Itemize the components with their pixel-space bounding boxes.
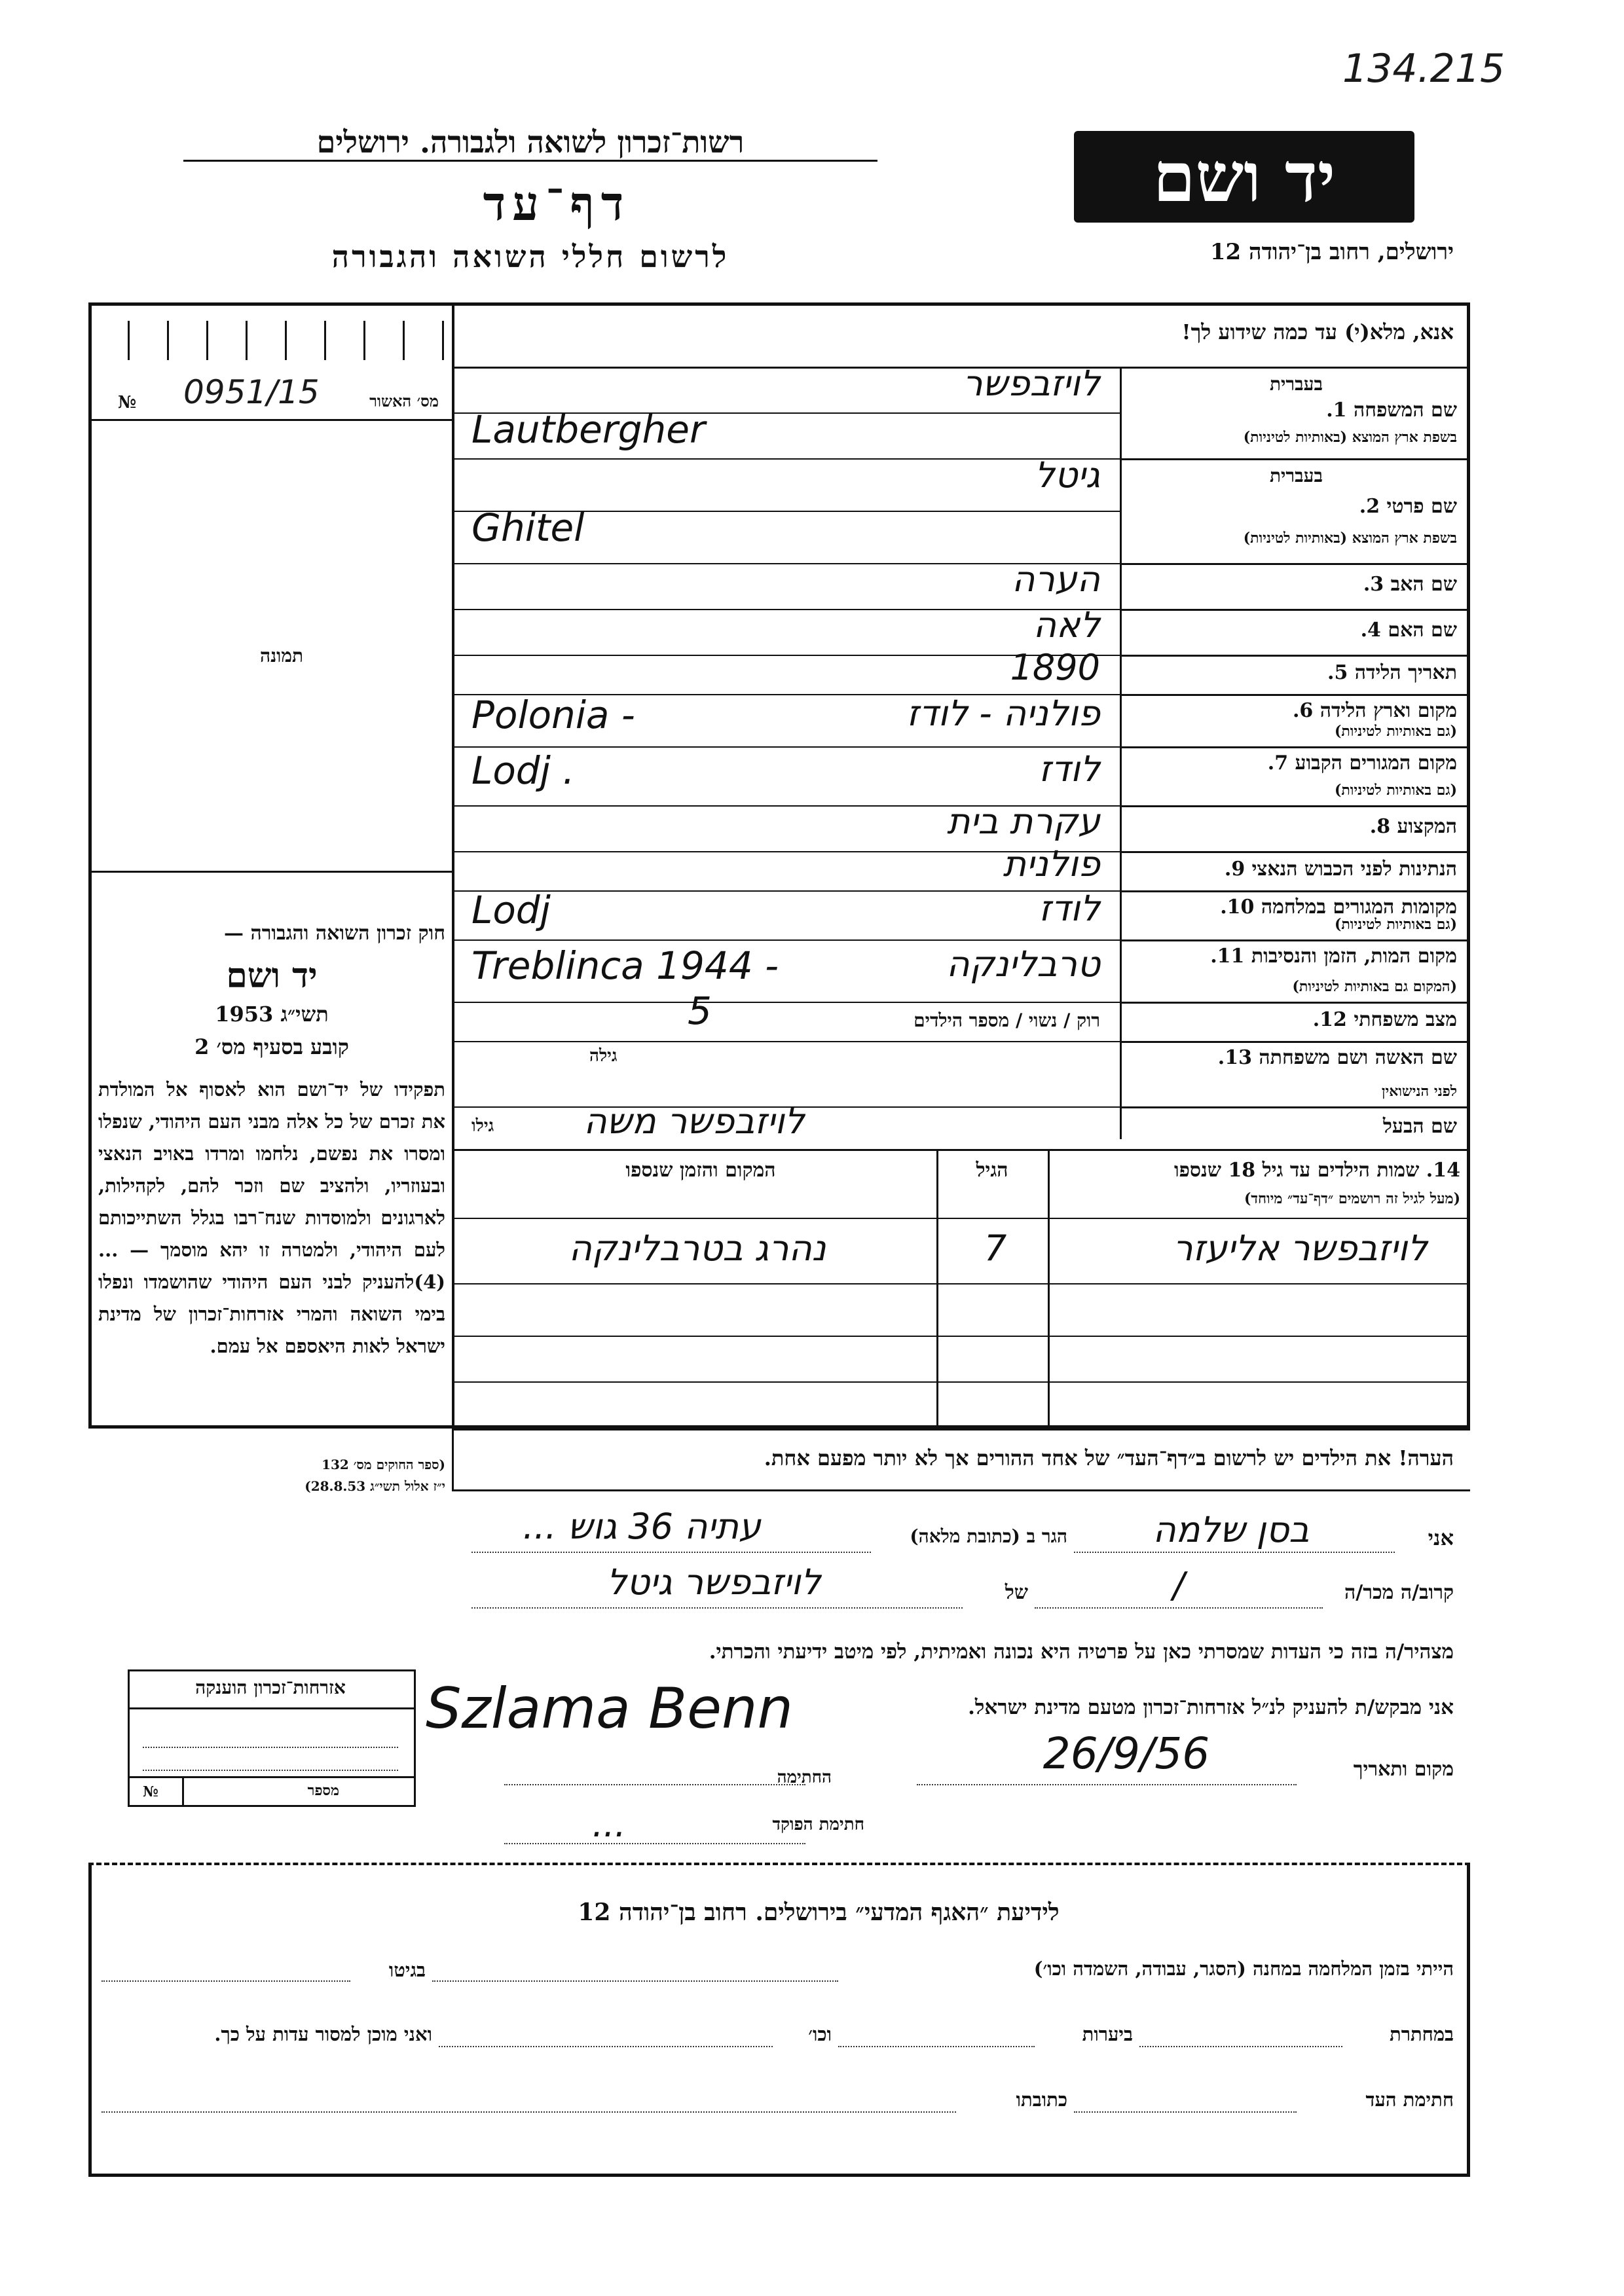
logo-text: יד ושם <box>1153 136 1336 217</box>
decl-place-date-line <box>917 1784 1297 1785</box>
field-row-rule <box>1120 939 1470 941</box>
field-value-hebrew: טרבלינקה <box>946 943 1100 985</box>
child-place-value: נהרג בטרבלינקה <box>568 1228 826 1269</box>
approval-number: 0951/15 <box>183 373 320 411</box>
field-value-hebrew: לודז <box>1039 748 1100 790</box>
bottom-line2c-dots <box>439 2046 773 2047</box>
field-label: מקום המגורים הקבוע 7. <box>1267 752 1457 774</box>
header-line1: רשות־זכרון לשואה ולגבורה. ירושלים <box>183 124 877 162</box>
field-label: שם המשפחה 1. <box>1326 399 1457 422</box>
decl-relative-label: קרוב/ה מכר/ה <box>1344 1581 1454 1604</box>
citizenship-line-2 <box>143 1770 398 1771</box>
bottom-line2b: ביערות <box>1082 2023 1133 2045</box>
bottom-line2b-dots <box>838 2046 1035 2047</box>
decl-request: אני מבקש/ת להעניק לנ״ל אזרחות־זכרון מטעם מדינת ישראל. <box>968 1696 1454 1719</box>
decl-signature-value: Szlama Benn <box>426 1676 794 1741</box>
children-top-rule <box>452 1149 1470 1151</box>
field-value-extra: 5 <box>688 989 712 1033</box>
note-bottom-rule <box>452 1489 1470 1491</box>
decl-relative-value: / <box>1172 1565 1185 1606</box>
field-label: מקום המות, הזמן והנסיבות 11. <box>1210 945 1457 968</box>
field-sublabel: (גם באותיות לטיניות) <box>1334 723 1457 740</box>
law-title: חוק זכרון השואה והגבורה — <box>224 922 445 945</box>
field-value-rule <box>452 1041 1120 1042</box>
approval-label: מס׳ האשור <box>369 392 439 410</box>
decl-ani-line <box>1074 1552 1395 1553</box>
field-sublabel: (גם באותיות לטיניות) <box>1334 916 1457 933</box>
header-address: ירושלים, רחוב בן־יהודה 12 <box>1209 239 1454 265</box>
field-value-latin: Ghitel <box>471 505 585 550</box>
decl-of-line <box>471 1607 963 1609</box>
citizenship-title: אזרחות־זכרון הוענקה <box>195 1677 346 1698</box>
decl-resides-value: עתיה 36 גוש ... <box>523 1506 761 1547</box>
note-left-rule <box>452 1429 454 1491</box>
law-year: תשי״ג 1953 <box>215 1002 329 1027</box>
law-source-2: י״ז אלול תשי״ג 28.8.53) <box>304 1478 445 1494</box>
bottom-line2a-dots <box>1139 2046 1342 2047</box>
children-label <box>1051 1159 1460 1182</box>
bottom-line3b: כתובתו <box>1016 2088 1067 2111</box>
decl-officer-label: חתימת הפוקד <box>772 1815 864 1834</box>
decl-relative-line <box>1035 1607 1323 1609</box>
citizenship-line-1 <box>143 1747 398 1748</box>
field-row-rule <box>1120 890 1470 892</box>
approval-no-sign: № <box>118 393 137 412</box>
decl-statement: מצהיר/ה בזה כי העדות שמסרתי כאן על פרטיה היא נכונה ואמיתית, לפי מיטב ידיעתי והכרתי. <box>709 1640 1454 1664</box>
field-value-latin: Lodj <box>471 887 551 932</box>
bottom-line3a: חתימת העד <box>1365 2088 1454 2111</box>
child-age-value: 7 <box>984 1228 1007 1269</box>
field-hebrew-hint: בעברית <box>1269 465 1323 486</box>
decl-officer-value: ... <box>592 1804 626 1845</box>
bottom-line2c: וכו׳ <box>808 2023 832 2045</box>
children-label-text: שמות הילדים עד גיל 18 שנספו <box>1173 1159 1420 1182</box>
decl-place-date-label: מקום ותאריך <box>1353 1758 1454 1781</box>
field-row-rule <box>1120 746 1470 748</box>
bottom-line1b: בגיטו <box>388 1959 426 1981</box>
child-row-rule-1 <box>452 1283 1470 1285</box>
field-label: מקומות המגורים במלחמה 10. <box>1220 896 1457 919</box>
field-label: מצב משפחתי 12. <box>1312 1008 1457 1031</box>
field-value-hebrew: הערה <box>1012 558 1100 600</box>
field-value-hebrew: עקרת בית <box>946 801 1100 842</box>
yad-vashem-logo <box>1074 131 1414 223</box>
bottom-title: לידיעת ״האגף המדעי״ בירושלים. רחוב בן־יהודה 12 <box>578 1899 1060 1926</box>
page-subtitle: לרשום חללי השואה והגבורה <box>331 239 729 274</box>
field-row-rule <box>1120 694 1470 696</box>
children-divider-1 <box>1048 1149 1050 1427</box>
field-row-rule <box>1120 563 1470 565</box>
child-row-rule-2 <box>452 1336 1470 1337</box>
field-value-rule <box>452 939 1120 941</box>
law-body: תפקידו של יד־ושם הוא לאסוף אל המולדת את זכרם של כל אלה מבני העם היהודי, שנפלו ומסרו את נפשם, נלחמו ומרדו באויב הנאצי ובעוזריו, ולהציב שם וזכר להם, לקהילות, לארגונים ולמוסדות שנח־רבו בגלל השתייכותם לעם היהודי, ולמטרה זו יהא מוסמך — ...(4)להעניק לבני העם היהודי שהושמדו ונפלו בימי השואה והמרי אזרחות־זכרון של מדינת ישראל לאות היאספם אל עמם. <box>98 1078 445 1357</box>
bottom-line3a-dots <box>1074 2111 1297 2113</box>
note-text: הערה! את הילדים יש לרשום ב״דף־העד״ של אחד ההורים אך לא יותר מפעם אחת. <box>764 1446 1454 1470</box>
field-label: שם האב 3. <box>1363 573 1457 596</box>
field-value-hebrew: לויזבפשר <box>963 363 1100 404</box>
citizenship-title-rule <box>130 1707 414 1709</box>
decl-date-value: 26/9/56 <box>1043 1728 1210 1779</box>
bottom-line2a: במחתרת <box>1390 2023 1454 2045</box>
decl-resides-line <box>471 1552 871 1553</box>
decl-ani-value: בסן שלמה <box>1153 1509 1310 1550</box>
field-label: המקצוע 8. <box>1369 815 1457 838</box>
field-value-hebrew: 1890 <box>1010 647 1100 688</box>
bottom-line1a: הייתי בזמן המלחמה במחנה (הסגר, עבודה, השמדה וכו׳) <box>1033 1958 1454 1980</box>
law-name: יד ושם <box>226 956 318 996</box>
child-row-rule-3 <box>452 1381 1470 1383</box>
children-header-rule <box>452 1218 1470 1219</box>
approval-rule <box>92 419 452 421</box>
field-row-rule <box>1120 1002 1470 1004</box>
children-col-place: המקום והזמן שנספו <box>625 1159 776 1182</box>
note-top-rule <box>452 1429 1470 1430</box>
page-title: דף־עד <box>483 175 631 231</box>
decl-of-label: של <box>1005 1581 1028 1604</box>
bottom-line2d: ואני מוכן למסור עדות על כך. <box>214 2023 432 2045</box>
field-sublabel: בשפת ארץ המוצא (באותיות לטיניות) <box>1243 429 1457 446</box>
field-label: שם האם 4. <box>1360 619 1457 642</box>
field-label: מקום וארץ הלידה 6. <box>1292 699 1457 722</box>
children-divider-2 <box>936 1149 938 1427</box>
field-row-rule <box>1120 851 1470 853</box>
decl-ani-label: אני <box>1428 1525 1454 1550</box>
photo-label: תמונה <box>259 645 304 666</box>
field-row-rule <box>1120 458 1470 460</box>
left-column-divider <box>452 302 454 1429</box>
field-value-hebrew: גילה <box>589 1046 618 1066</box>
field-label: שם פרטי 2. <box>1359 495 1457 518</box>
photo-box-bottom <box>92 871 452 873</box>
archive-number: 134.215 <box>1342 46 1505 92</box>
decl-resides-label: הגר ב (כתובת מלאה) <box>910 1525 1067 1547</box>
citizenship-no-sign: № <box>143 1783 158 1800</box>
instruction-text: אנא, מלא(י) עד כמה שידוע לך! <box>1181 319 1454 344</box>
field-hebrew-hint: בעברית <box>1269 373 1323 395</box>
bottom-line1-dots-2 <box>101 1980 350 1982</box>
field-row-rule <box>1120 805 1470 807</box>
children-col-age: הגיל <box>976 1159 1008 1182</box>
child-name-value: לויזבפשר אליעזר <box>1173 1228 1428 1269</box>
decl-signature-label: החתימה <box>777 1768 832 1787</box>
label-column-divider <box>1120 367 1122 1139</box>
field-value-rule <box>452 746 1120 748</box>
approval-marks <box>111 308 445 370</box>
field-value-hebrew: לאה <box>1033 604 1100 646</box>
bottom-line3b-dots <box>101 2111 956 2113</box>
law-clause: קובע בסעיף מס׳ 2 <box>194 1034 349 1059</box>
field-value-hebrew: גיטל <box>1034 454 1100 496</box>
field-value-latin: Lautbergher <box>471 407 705 452</box>
citizenship-number-label: מספר <box>307 1782 339 1799</box>
field-value-hebrew: לויזבפשר משה <box>583 1100 805 1142</box>
field-sublabel: בשפת ארץ המוצא (באותיות לטיניות) <box>1243 529 1457 547</box>
citizenship-box <box>128 1669 416 1807</box>
law-source-1: (ספר החוקים מס׳ 132 <box>322 1457 445 1472</box>
field-value-latin: Polonia - <box>471 693 635 737</box>
children-sub: (מעל לגיל זה רושמים ״דף־עד״ מיוחד) <box>1244 1190 1460 1207</box>
field-sublabel: לפני הנישואין <box>1381 1083 1457 1100</box>
field-value-extra: גילו <box>471 1116 494 1136</box>
decl-of-value: לויזבפשר גיטל <box>606 1561 821 1603</box>
field-label: הנתינות לפני הכבוש הנאצי 9. <box>1224 858 1457 881</box>
field-value-hebrew: פולניה - לודז <box>906 693 1100 734</box>
field-value-hebrew: לודז <box>1039 887 1100 929</box>
field-value-hebrew: פולנית <box>1003 843 1100 884</box>
bottom-line1-dots <box>432 1980 838 1982</box>
field-label: תאריך הלידה 5. <box>1327 661 1457 684</box>
field-row-rule <box>1120 1041 1470 1043</box>
field-value-rule <box>452 1002 1120 1003</box>
field-value-latin: Lodj . <box>471 748 575 793</box>
children-num: 14. <box>1426 1159 1460 1182</box>
field-sublabel: (גם באותיות לטיניות) <box>1334 782 1457 799</box>
field-row-rule <box>1120 655 1470 657</box>
field-label: שם הבעל <box>1382 1114 1457 1138</box>
field-sublabel: (המקום גם באותיות לטיניות) <box>1292 978 1457 995</box>
field-row-rule <box>1120 609 1470 611</box>
citizenship-number-row <box>130 1776 414 1807</box>
field-row-rule <box>1120 1106 1470 1108</box>
field-label: שם האשה ושם משפחתה 13. <box>1217 1046 1457 1069</box>
field-value-latin: Treblinca 1944 - <box>471 943 779 988</box>
field-value-hebrew: רוק / נשוי / מספר הילדים <box>913 1010 1100 1031</box>
